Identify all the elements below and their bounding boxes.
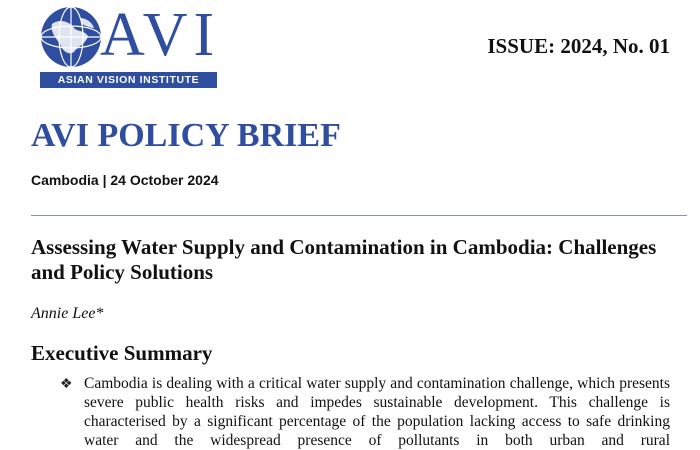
author-name: Annie Lee* <box>31 305 104 322</box>
brief-title: AVI POLICY BRIEF <box>31 117 341 154</box>
country-date-line: Cambodia | 24 October 2024 <box>31 172 219 188</box>
four-diamond-bullet-icon: ❖ <box>60 377 73 392</box>
paper-title: Assessing Water Supply and Contamination in Cambodia: Challenges and Policy Solutions <box>31 235 657 284</box>
logo-subtitle: ASIAN VISION INSTITUTE <box>40 72 217 88</box>
executive-summary-heading: Executive Summary <box>31 341 213 365</box>
globe-icon <box>40 6 102 68</box>
issue-number: ISSUE: 2024, No. 01 <box>487 34 670 58</box>
avi-logo <box>40 1 230 88</box>
logo-wordmark: AVI <box>100 1 221 69</box>
summary-bullet-text: Cambodia is dealing with a critical water supply and contamination challenge, which presents severe public health risks and impedes sustainable development. This challenge is characterised by a significant percentage of the population lacking access to safe drinking water and the widespread presence of pollutants in both urban and rural <box>84 375 670 449</box>
header-divider <box>31 215 687 216</box>
